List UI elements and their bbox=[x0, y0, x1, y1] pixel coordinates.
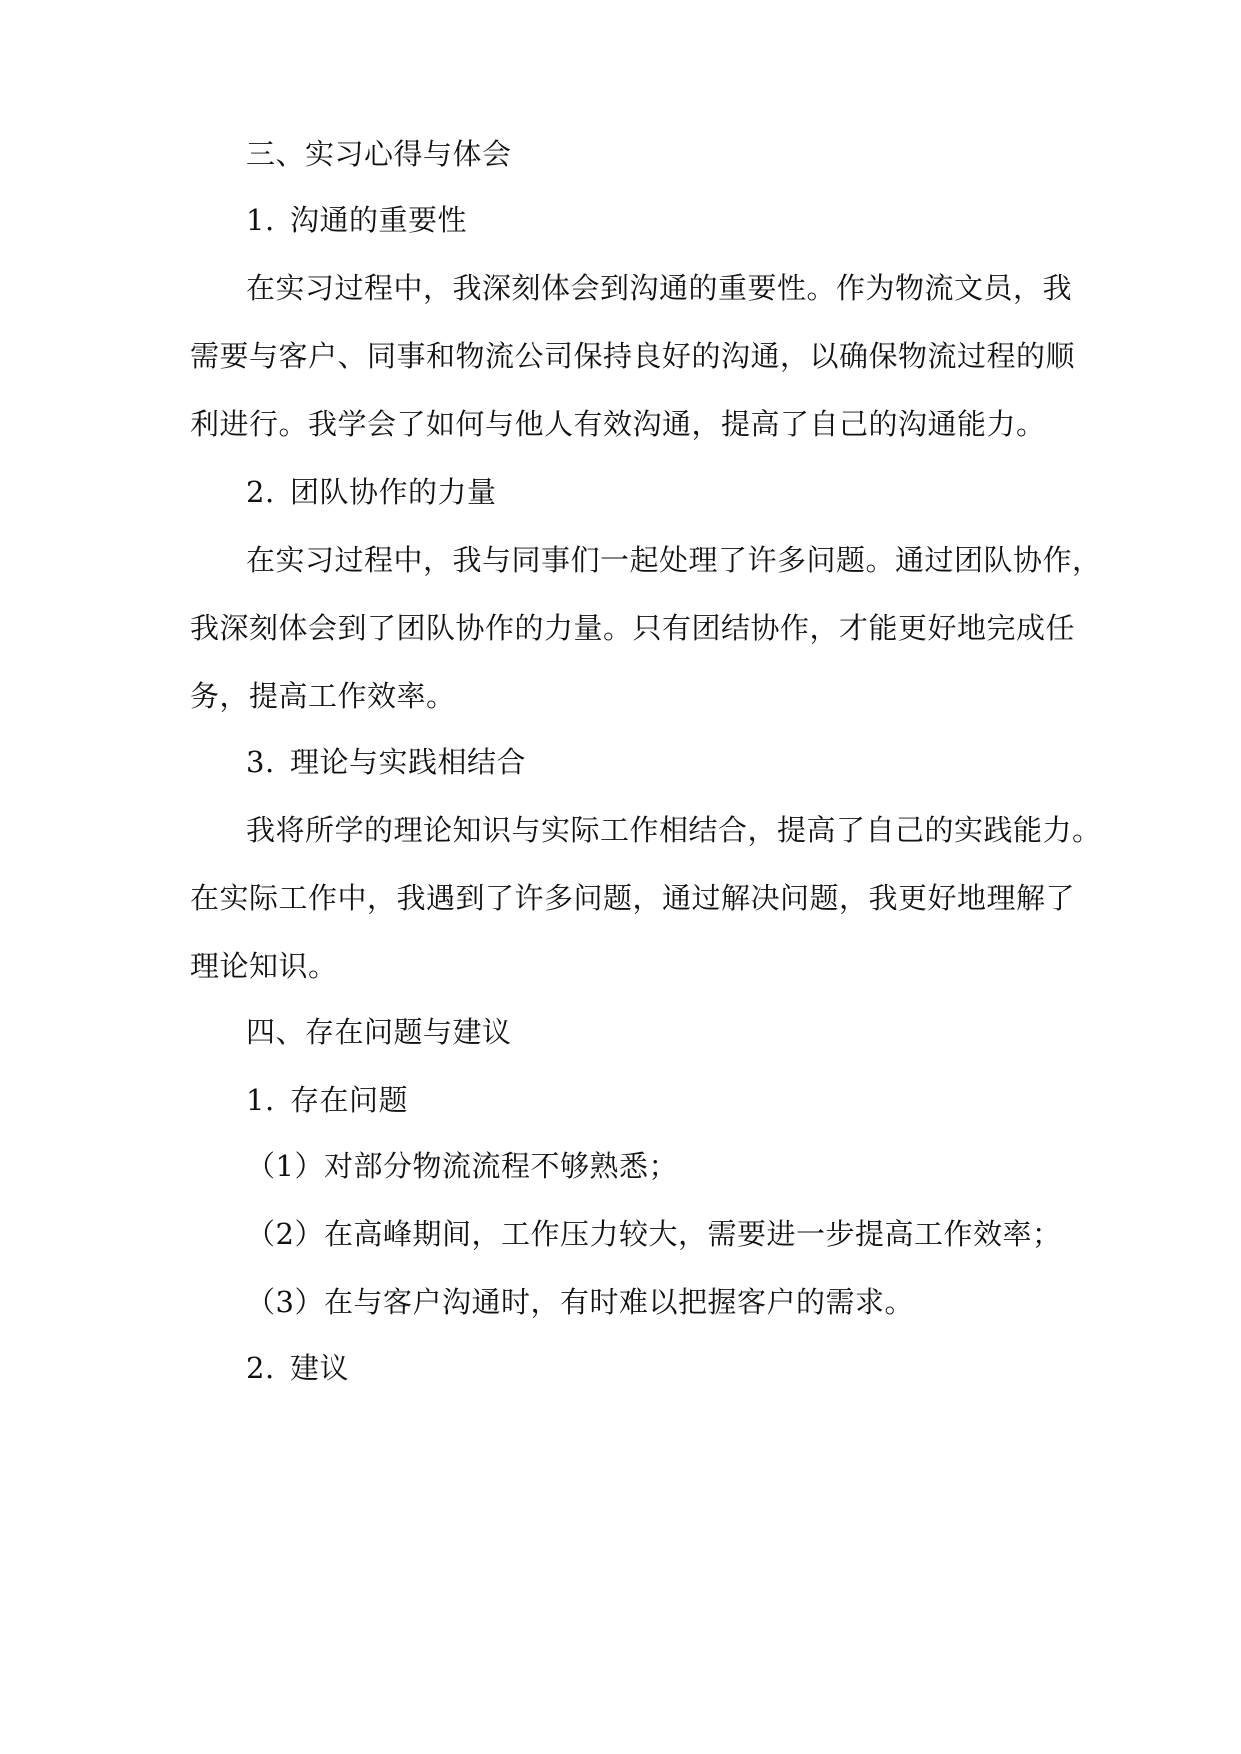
item2-line3: 务，提高工作效率。 bbox=[190, 679, 456, 713]
item1-line2: 需要与客户、同事和物流公司保持良好的沟通，以确保物流过程的顺 bbox=[190, 339, 1076, 373]
suggestions-number: 2. bbox=[246, 1351, 275, 1385]
item3-line2: 在实际工作中，我遇到了许多问题，通过解决问题，我更好地理解了 bbox=[190, 881, 1076, 915]
item1-line1: 在实习过程中，我深刻体会到沟通的重要性。作为物流文员，我 bbox=[246, 271, 1073, 305]
problems-heading bbox=[246, 1080, 408, 1120]
problem-entry-1: （1）对部分物流流程不够熟悉； bbox=[246, 1149, 678, 1183]
item1-line3: 利进行。我学会了如何与他人有效沟通，提高了自己的沟通能力。 bbox=[190, 407, 1046, 441]
item1-title: 沟通的重要性 bbox=[290, 203, 468, 237]
item3-line1: 我将所学的理论知识与实际工作相结合，提高了自己的实践能力。 bbox=[246, 813, 1102, 847]
section4-heading: 四、存在问题与建议 bbox=[246, 1015, 512, 1049]
problems-title: 存在问题 bbox=[290, 1083, 409, 1117]
item1-number: 1. bbox=[246, 203, 275, 237]
suggestions-heading bbox=[246, 1348, 349, 1388]
item2-title: 团队协作的力量 bbox=[290, 475, 497, 509]
item3-line3: 理论知识。 bbox=[190, 949, 338, 983]
item2-number: 2. bbox=[246, 475, 275, 509]
item2-heading bbox=[246, 472, 497, 512]
item1-heading bbox=[246, 200, 467, 240]
problems-number: 1. bbox=[246, 1083, 275, 1117]
item2-line1: 在实习过程中，我与同事们一起处理了许多问题。通过团队协作， bbox=[246, 543, 1102, 577]
item3-number: 3. bbox=[246, 745, 275, 779]
problem-entry-3: （3）在与客户沟通时，有时难以把握客户的需求。 bbox=[246, 1285, 914, 1319]
item2-line2: 我深刻体会到了团队协作的力量。只有团结协作，才能更好地完成任 bbox=[190, 611, 1076, 645]
suggestions-title: 建议 bbox=[290, 1351, 350, 1385]
item3-title: 理论与实践相结合 bbox=[290, 745, 527, 779]
item3-heading bbox=[246, 742, 526, 782]
section3-heading: 三、实习心得与体会 bbox=[246, 137, 512, 171]
problem-entry-2: （2）在高峰期间，工作压力较大，需要进一步提高工作效率； bbox=[246, 1217, 1062, 1251]
